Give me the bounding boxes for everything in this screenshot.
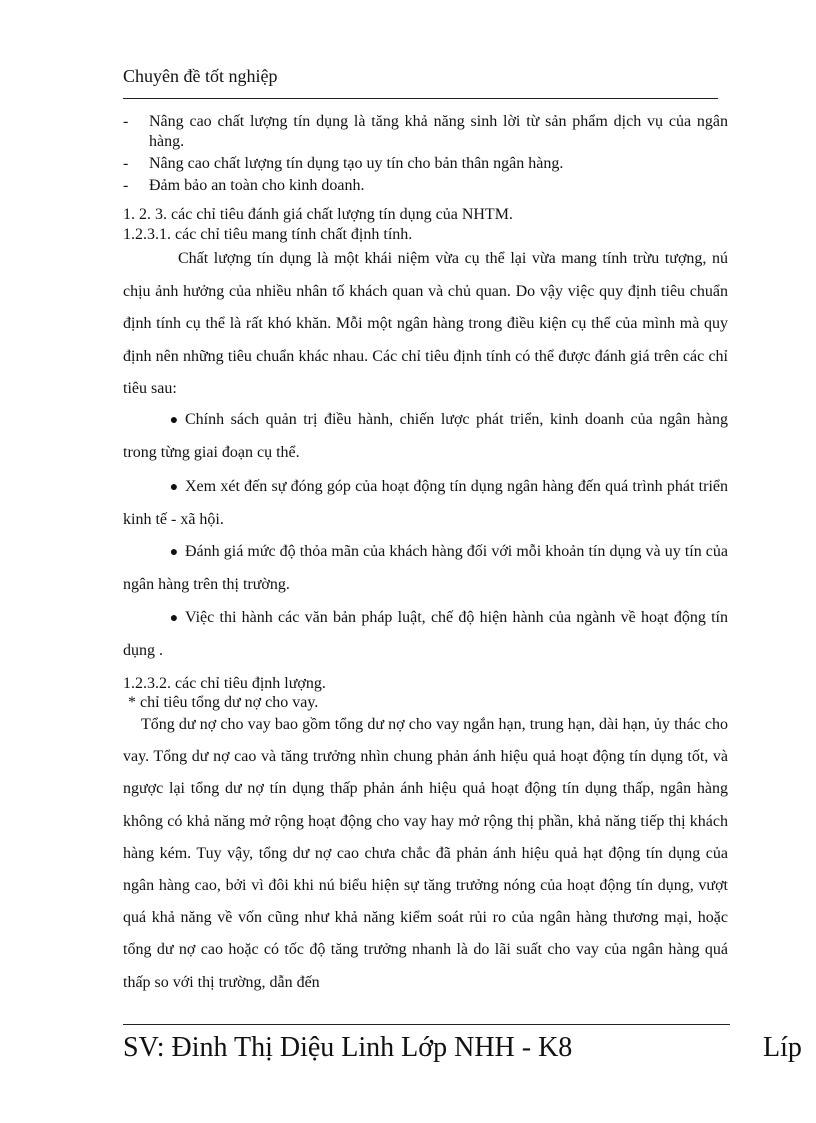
page-header-title: Chuyên đề tốt nghiệp xyxy=(123,66,278,86)
subsection-heading-qualitative: 1.2.3.1. các chỉ tiêu mang tính chất định tính. xyxy=(123,226,413,243)
subsection-heading-quantitative: 1.2.3.2. các chỉ tiêu định lượng. xyxy=(123,675,326,692)
dash-list xyxy=(123,112,728,198)
header-divider xyxy=(123,98,718,99)
footer-divider xyxy=(123,1024,730,1025)
indicator-label: * chỉ tiêu tổng dư nợ cho vay. xyxy=(128,694,319,711)
footer-student-info: SV: Đinh Thị Diệu Linh Lớp NHH - K8 xyxy=(123,1032,573,1063)
bullet-item: ● Chính sách quản trị điều hành, chiến lược phát triển, kinh doanh của ngân hàng trong từng giai đoạn cụ thể. xyxy=(123,404,728,469)
bullet-icon: ● xyxy=(169,480,179,495)
bullet-icon: ● xyxy=(169,611,179,626)
bullet-icon: ● xyxy=(169,545,179,560)
section-heading: 1. 2. 3. các chỉ tiêu đánh giá chất lượng tín dụng của NHTM. xyxy=(123,206,513,223)
list-item: - Nâng cao chất lượng tín dụng tạo uy tín cho bản thân ngân hàng. xyxy=(123,155,564,172)
paragraph-total-loans: Tổng dư nợ cho vay bao gồm tổng dư nợ cho vay ngắn hạn, trung hạn, dài hạn, ủy thác cho vay. Tổng dư nợ cao và tăng trưởng nhìn chung phản ánh hiệu quả hoạt động tín dụng tốt, và ngược lại tổng dư nợ tín dụng thấp phản ánh hiệu quả hoạt động tín dụng thấp, ngân hàng không có khả năng mở rộng hoạt động cho vay hay mở rộng thị phần, khả năng tiếp thị khách hàng kém. Tuy vậy, tổng dư nợ cao chưa chắc đã phản ánh hiệu quả hạt động tín dụng của ngân hàng cao, bởi vì đôi khi nú biểu hiện sự tăng trưởng nóng của hoạt động tín dụng, vượt quá khả năng về vốn cũng như khả năng kiểm soát rủi ro của ngân hàng thương mại, hoặc tổng dư nợ cao hoặc có tốc độ tăng trưởng nhanh là do lãi suất cho vay của ngân hàng quá thấp so với thị trường, dẫn đến xyxy=(123,716,728,991)
footer-right-text: Líp xyxy=(763,1032,802,1063)
paragraph-qualitative-intro: Chất lượng tín dụng là một khái niệm vừa cụ thể lại vừa mang tính trừu tượng, nú chịu ảnh hưởng của nhiều nhân tố khách quan và chủ quan. Do vậy việc quy định tiêu chuẩn định tính cụ thể là rất khó khăn. Mỗi một ngân hàng trong điều kiện cụ thể của mình mà quy định nên những tiêu chuẩn khác nhau. Các chỉ tiêu định tính có thể được đánh giá trên các chỉ tiêu sau: xyxy=(123,250,728,397)
bullet-item: ● Đánh giá mức độ thỏa mãn của khách hàng đối với mỗi khoản tín dụng và uy tín của ngân hàng trên thị trường. xyxy=(123,536,728,601)
bullet-icon: ● xyxy=(169,413,179,428)
bullet-item: ● Xem xét đến sự đóng góp của hoạt động tín dụng ngân hàng đến quá trình phát triển kinh tế - xã hội. xyxy=(123,471,728,536)
list-item: - Nâng cao chất lượng tín dụng là tăng khả năng sinh lời từ sản phẩm dịch vụ của ngân hàng. xyxy=(123,113,728,150)
list-item: - Đảm bảo an toàn cho kinh doanh. xyxy=(123,177,365,194)
bullet-item: ● Việc thi hành các văn bản pháp luật, chế độ hiện hành của ngành về hoạt động tín dụng . xyxy=(123,602,728,667)
